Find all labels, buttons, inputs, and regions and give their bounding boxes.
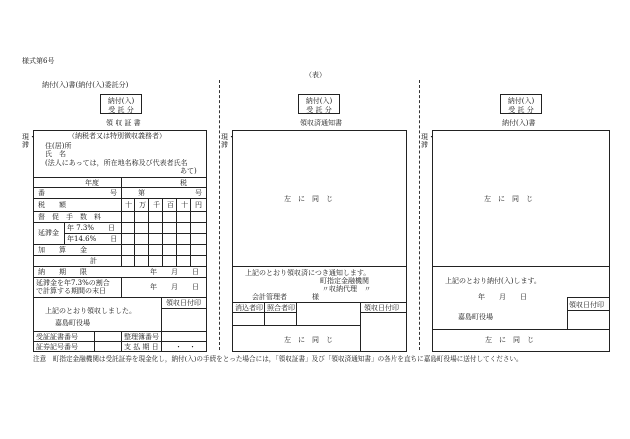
section-payment-title: 納付(入)書 [502, 119, 536, 127]
receipt-date-stamp-label: 領収日付印 [166, 299, 201, 307]
same-as-left-payment-top: 左 に 同 じ [484, 195, 533, 203]
perforation-line-2 [419, 80, 420, 350]
digit-man: 万 [139, 201, 146, 209]
front-label: （表） [305, 71, 326, 79]
paid-message: 上記のとおり納付(入)します。 [445, 277, 541, 285]
total-label: 計 [90, 257, 97, 265]
notification-frame [232, 130, 407, 352]
rate-7-3-label: 年 7.3% 日 [67, 224, 116, 232]
cert-mark-no-label: 証券記号番号 [36, 343, 78, 351]
taxpayer-header: （納税者又は特別徴収義務者） [68, 132, 166, 140]
calc-period-note-1: 延滞金を年7.3%の割合 [36, 279, 110, 287]
designated-bank-label: 町指定金融機関 [320, 277, 369, 285]
consignment-stamp-payment: 納付(入) 受 託 分 [500, 94, 542, 114]
digit-en: 円 [195, 201, 202, 209]
rate-14-6-label: 年14.6% 日 [67, 235, 118, 243]
name-label: 氏 名 [45, 150, 66, 158]
ordinal-label: 第 [138, 189, 145, 197]
penalty-fee-label: 督 促 手 数 料 [38, 213, 101, 221]
calc-period-date: 年 月 日 [150, 283, 199, 291]
late-fee-label: 延滞金 [38, 229, 59, 237]
check-stamp-label: 照合者印 [267, 304, 295, 312]
ordinal-suffix-label: 号 [195, 189, 202, 197]
number-label: 番 [38, 189, 45, 197]
tax-amount-label: 税 額 [38, 201, 66, 209]
corporation-note: (法人にあっては，所在地名称及び代表者氏名 [45, 159, 188, 167]
account-manager-label: 会計管理者 [252, 293, 287, 301]
town-office-payment: 嘉島町役場 [458, 313, 493, 321]
address-label: 住(居)所 [45, 142, 72, 150]
consignment-stamp-notification: 納付(入) 受 託 分 [298, 94, 340, 114]
corporation-note-end: あて) [180, 167, 197, 175]
same-as-left-notification-bottom: 左 に 同 じ [284, 336, 333, 344]
receipt-date-stamp-payment: 領収日付印 [569, 301, 604, 309]
collection-agent-label: 〃収納代理 〃 [322, 285, 371, 293]
fiscal-year-label: 年度 [85, 179, 99, 187]
calc-period-note-2: で計算する期間の末日 [36, 287, 106, 295]
number-suffix-label: 号 [110, 189, 117, 197]
side-label-receipt: 現・滞 [22, 133, 36, 150]
digit-ten-thousand-tens: 十 [125, 201, 132, 209]
digit-sen: 千 [153, 201, 160, 209]
notified-message: 上記のとおり領収済につき通知します。 [245, 269, 371, 277]
payment-date-value: 年 月 日 [478, 293, 527, 301]
surcharge-label: 加 算 金 [38, 246, 87, 254]
digit-hyaku: 百 [167, 201, 174, 209]
due-date-label: 納 期 限 [38, 268, 87, 276]
honorific-sama: 様 [312, 293, 319, 301]
pay-date-dots: ・ ・ [175, 343, 196, 351]
consignment-stamp-receipt: 納付(入) 受 託 分 [100, 94, 142, 114]
perforation-line-1 [219, 80, 220, 350]
cert-no-label: 受証証書番号 [36, 333, 78, 341]
town-office-receipt: 嘉島町役場 [55, 319, 90, 327]
tax-type-label: 税 [180, 179, 187, 187]
org-no-label: 整理簿番号 [124, 333, 159, 341]
side-label-notification: 現・滞 [221, 133, 235, 150]
due-date-value: 年 月 日 [150, 268, 199, 276]
side-label-payment: 現・滞 [421, 133, 435, 150]
footer-note: 注意 町指定金融機関は受託証券を現金化し，納付(入)の手続をとった場合には，「領収証書」及び「領収済通知書」の各片を直ちに嘉島町役場に送付してください。 [33, 355, 523, 363]
section-receipt-title: 領 収 証 書 [106, 119, 141, 127]
cancel-stamp-label: 消込者印 [235, 304, 263, 312]
section-notification-title: 領収済通知書 [300, 119, 342, 127]
digit-juu: 十 [181, 201, 188, 209]
received-message: 上記のとおり領収しました。 [45, 307, 136, 315]
receipt-date-stamp-notification: 領収日付印 [364, 304, 399, 312]
same-as-left-payment-bottom: 左 に 同 じ [485, 336, 534, 344]
notice-title: 納付(入)書(納付(入)委託分) [42, 81, 129, 89]
same-as-left-notification-top: 左 に 同 じ [284, 195, 333, 203]
pay-date-label: 支 払 期 日 [124, 343, 159, 351]
form-number: 様式第6号 [22, 57, 55, 65]
